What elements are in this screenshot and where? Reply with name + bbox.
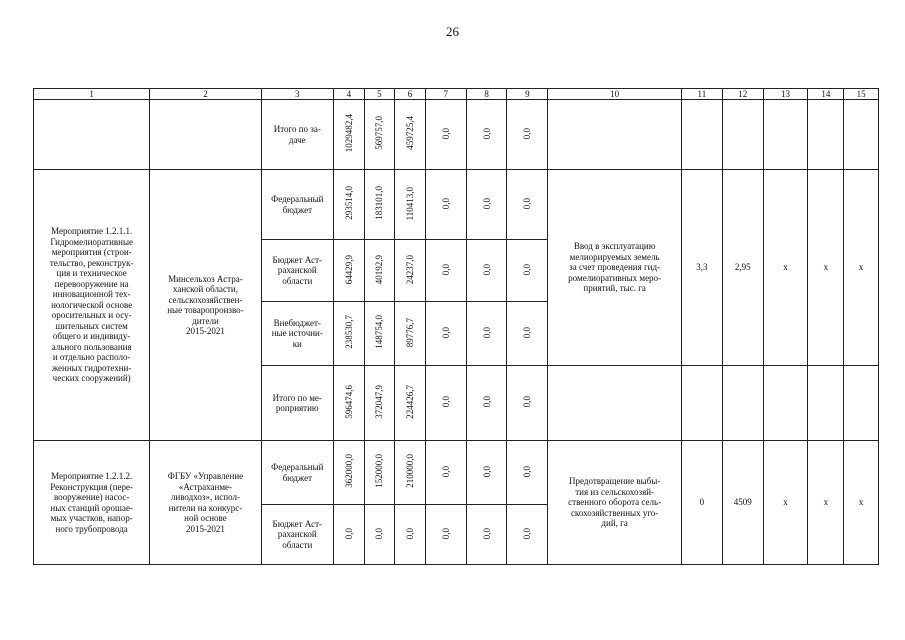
empty-cell xyxy=(34,100,150,170)
value-col5: 152000,0 xyxy=(374,454,385,489)
empty-cell xyxy=(808,366,844,441)
value-cell xyxy=(466,100,507,170)
empty-cell xyxy=(808,100,844,170)
value-col9: 0,0 xyxy=(522,127,533,139)
value-col5: 148754,0 xyxy=(374,315,385,350)
value-col7: 0,0 xyxy=(440,263,451,275)
value-cell xyxy=(425,100,466,170)
empty-cell xyxy=(548,366,682,441)
header-cell: 3 xyxy=(261,89,333,100)
value-col5: 183101,0 xyxy=(374,186,385,221)
header-cell: 6 xyxy=(395,89,426,100)
table-row xyxy=(34,170,879,240)
page-number: 26 xyxy=(446,24,459,39)
value-col5: 569757,0 xyxy=(374,116,385,151)
value-col6: 110413,0 xyxy=(405,186,416,220)
value-col7: 0,0 xyxy=(440,527,451,539)
measure-executor: ФГБУ «Управление «Астраханме- ливодхоз», испол- нители на конкурс- ной основе 2015-2021 xyxy=(150,441,261,565)
funding-source: Бюджет Аст- раханской области xyxy=(261,505,333,565)
indicator-value-col11: 3,3 xyxy=(681,170,722,366)
funding-source: Итого по за- даче xyxy=(261,100,333,170)
measure-executor: Минсельхоз Астра- ханской области, сельскохозяйствен- ные товаропроизво- дители 2015-2021 xyxy=(150,170,261,441)
value-col9: 0,0 xyxy=(522,396,533,408)
value-col5: 372047,9 xyxy=(374,384,385,419)
value-cell xyxy=(507,100,548,170)
header-cell: 14 xyxy=(808,89,844,100)
header-cell: 9 xyxy=(507,89,548,100)
value-col9: 0,0 xyxy=(522,326,533,338)
value-col5: 0,0 xyxy=(374,527,385,539)
funding-source: Внебюджет- ные источни- ки xyxy=(261,302,333,366)
value-col9: 0,0 xyxy=(522,197,533,209)
value-col4: 0,0 xyxy=(343,527,354,539)
header-cell: 12 xyxy=(722,89,763,100)
empty-cell xyxy=(844,366,879,441)
header-cell: 13 xyxy=(763,89,808,100)
empty-cell xyxy=(722,366,763,441)
value-col8: 0,0 xyxy=(481,197,492,209)
indicator-text: Ввод в эксплуатацию мелиорируемых земель за счет проведения гид- ромелиоративных меро- приятий, тыс. га xyxy=(548,170,682,366)
funding-source: Федеральный бюджет xyxy=(261,170,333,240)
indicator-value-col13: х xyxy=(763,441,808,565)
value-col4: 596474,6 xyxy=(343,384,354,419)
indicator-value-col12: 4509 xyxy=(722,441,763,565)
value-col7: 0,0 xyxy=(440,326,451,338)
funding-source: Бюджет Аст- раханской области xyxy=(261,240,333,302)
measure-name: Мероприятие 1.2.1.2. Реконструкция (пере- вооружение) насос- ных станций орошае- мых участков, напор- ного трубопровода xyxy=(34,441,150,565)
value-col8: 0,0 xyxy=(481,127,492,139)
program-table xyxy=(33,88,879,565)
value-col9: 0,0 xyxy=(522,465,533,477)
indicator-value-col14: х xyxy=(808,441,844,565)
indicator-value-col11: 0 xyxy=(681,441,722,565)
value-col5: 40192,9 xyxy=(374,254,385,284)
value-cell xyxy=(364,100,395,170)
value-col9: 0,0 xyxy=(522,527,533,539)
value-col6: 459725,4 xyxy=(405,116,416,151)
indicator-value-col13: х xyxy=(763,170,808,366)
header-cell: 11 xyxy=(681,89,722,100)
value-cell xyxy=(395,100,426,170)
empty-cell xyxy=(722,100,763,170)
table-row xyxy=(34,100,879,170)
value-col6: 210000,0 xyxy=(405,454,416,489)
value-2015-2021: 1029482,4 xyxy=(343,114,354,153)
indicator-text: Предотвращение выбы- тия из сельскохозяй- ственного оборота сель- скохозяйственных уго- дий, га xyxy=(548,441,682,565)
header-cell: 10 xyxy=(548,89,682,100)
empty-cell xyxy=(763,100,808,170)
funding-source: Итого по ме- роприятию xyxy=(261,366,333,441)
header-cell: 7 xyxy=(425,89,466,100)
empty-cell xyxy=(548,100,682,170)
value-cell xyxy=(334,100,365,170)
value-col7: 0,0 xyxy=(440,127,451,139)
empty-cell xyxy=(681,366,722,441)
value-col6: 89776,7 xyxy=(405,317,416,347)
header-cell: 8 xyxy=(466,89,507,100)
value-col8: 0,0 xyxy=(481,396,492,408)
value-col7: 0,0 xyxy=(440,465,451,477)
header-row xyxy=(34,89,879,100)
header-cell: 15 xyxy=(844,89,879,100)
empty-cell xyxy=(681,100,722,170)
empty-cell xyxy=(763,366,808,441)
value-col7: 0,0 xyxy=(440,396,451,408)
value-col4: 293514,0 xyxy=(343,186,354,221)
value-col6: 0,0 xyxy=(405,527,416,539)
header-cell: 1 xyxy=(34,89,150,100)
value-col8: 0,0 xyxy=(481,326,492,338)
table-row xyxy=(34,441,879,505)
indicator-value-col12: 2,95 xyxy=(722,170,763,366)
empty-cell xyxy=(844,100,879,170)
measure-name: Мероприятие 1.2.1.1. Гидромелиоративные мероприятия (строи- тельство, реконструк- ция и техническое перевооружение на инновационной тех- нологической основе оросительных и осу- шительных систем общего и индивиду- ального пользования и отдельно располо- женных гидротехни- ческих сооружений) xyxy=(34,170,150,441)
value-col7: 0,0 xyxy=(440,197,451,209)
value-col8: 0,0 xyxy=(481,527,492,539)
funding-source: Федеральный бюджет xyxy=(261,441,333,505)
header-cell: 5 xyxy=(364,89,395,100)
value-col8: 0,0 xyxy=(481,263,492,275)
value-col6: 24237,0 xyxy=(405,254,416,284)
value-col9: 0,0 xyxy=(522,263,533,275)
value-col4: 362000,0 xyxy=(343,454,354,489)
value-col8: 0,0 xyxy=(481,465,492,477)
header-cell: 2 xyxy=(150,89,261,100)
indicator-value-col15: х xyxy=(844,170,879,366)
value-col6: 224426,7 xyxy=(405,384,416,419)
indicator-value-col14: х xyxy=(808,170,844,366)
indicator-value-col15: х xyxy=(844,441,879,565)
header-cell: 4 xyxy=(334,89,365,100)
value-col4: 238530,7 xyxy=(343,315,354,350)
value-col4: 64429,9 xyxy=(343,254,354,284)
empty-cell xyxy=(150,100,261,170)
